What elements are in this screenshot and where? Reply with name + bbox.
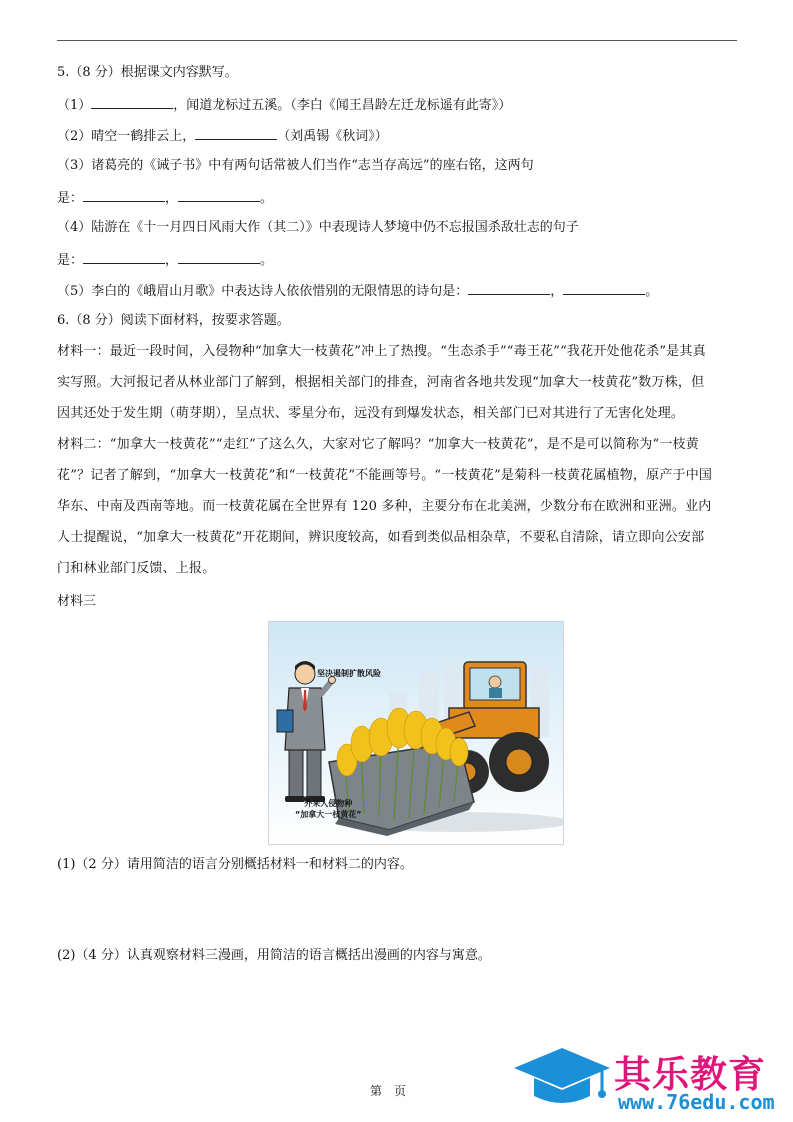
- q5-line-3b: [57, 188, 273, 208]
- q5-l4b-prefix: 是：: [57, 253, 84, 268]
- fill-blank-1[interactable]: [91, 95, 173, 109]
- q5-l2-prefix: （2）晴空一鹤排云上，: [57, 129, 196, 144]
- cartoon-caption-bottom-line-2: “加拿大一枝黄花”: [295, 810, 362, 819]
- fill-blank-3b[interactable]: [178, 188, 260, 202]
- fill-blank-3a[interactable]: [83, 188, 165, 202]
- material-1-line-3: 因其还处于发生期（萌芽期），呈点状、零星分布，远没有到爆发状态，相关部门已对其进行了无害化处理。: [57, 406, 685, 421]
- fill-blank-4a[interactable]: [83, 250, 165, 264]
- q5-l5-prefix: （5）李白的《峨眉山月歌》中表达诗人依依惜别的无限情思的诗句是：: [57, 284, 469, 299]
- material-3-label: 材料三: [57, 594, 97, 609]
- cartoon-caption-bottom: [295, 798, 362, 820]
- fill-blank-5b[interactable]: [563, 281, 645, 295]
- q5-l2-suffix: （刘禹锡《秋词》）: [277, 129, 388, 144]
- cartoon-image: [268, 621, 564, 845]
- material-2-line-5: 门和林业部门反馈、上报。: [57, 561, 216, 576]
- material-2-line-1: 材料二：“加拿大一枝黄花”“走红”了这么久，大家对它了解吗？“加拿大一枝黄花”，是不是可以简称为“一枝黄: [57, 437, 699, 452]
- logo-name: 其乐教育: [614, 1053, 766, 1096]
- fill-blank-5a[interactable]: [468, 281, 550, 295]
- q5-heading: 5.（8 分）根据课文内容默写。: [57, 65, 238, 80]
- material-1-line-1: 材料一：最近一段时间，入侵物种“加拿大一枝黄花”冲上了热搜。“生态杀手”“毒王花”“我花开处他花杀”是其真: [57, 344, 706, 359]
- fill-blank-2[interactable]: [195, 126, 277, 140]
- q6-sub-question-2: (2)（4 分）认真观察材料三漫画，用简洁的语言概括出漫画的内容与寓意。: [57, 948, 491, 963]
- q6-sub-question-1: (1)（2 分）请用简洁的语言分别概括材料一和材料二的内容。: [57, 857, 413, 872]
- q5-l1-suffix: ，闻道龙标过五溪。（李白《闻王昌龄左迁龙标遥有此寄》）: [173, 98, 512, 113]
- logo-url: www.76edu.com: [618, 1090, 775, 1114]
- cartoon-caption-bottom-line-1: 外来入侵物种: [304, 799, 353, 808]
- q5-line-3a: （3）诸葛亮的《诫子书》中有两句话常被人们当作“志当存高远”的座右铭，这两句: [57, 158, 534, 173]
- q5-line-2: [57, 126, 388, 146]
- q5-line-4a: （4）陆游在《十一月四日风雨大作（其二）》中表现诗人梦境中仍不忘报国杀敌壮志的句子: [57, 220, 579, 235]
- q6-heading: 6.（8 分）阅读下面材料，按要求答题。: [57, 313, 290, 328]
- period: 。: [260, 253, 274, 268]
- q5-l1-prefix: （1）: [57, 98, 92, 113]
- q5-line-4b: [57, 250, 273, 270]
- top-rule: [57, 40, 737, 41]
- period: 。: [260, 191, 274, 206]
- cartoon-caption-top: 坚决遏制扩散风险: [317, 669, 381, 678]
- comma: ，: [165, 191, 179, 206]
- page-footer: 第 页: [370, 1084, 407, 1098]
- material-2-line-2: 花”？记者了解到，“加拿大一枝黄花”和“一枝黄花”不能画等号。“一枝黄花”是菊科一枝黄花属植物，原产于中国: [57, 468, 713, 483]
- comma: ，: [550, 284, 564, 299]
- material-2-line-3: 华东、中南及西南等地。而一枝黄花属在全世界有 120 多种，主要分布在北美洲，少数分布在欧洲和亚洲。业内: [57, 499, 712, 514]
- logo-watermark: [510, 1040, 785, 1115]
- comma: ，: [165, 253, 179, 268]
- period: 。: [645, 284, 659, 299]
- q5-line-1: [57, 95, 511, 115]
- q5-l3b-prefix: 是：: [57, 191, 84, 206]
- graduation-cap-icon: [510, 1040, 614, 1110]
- material-1-line-2: 实写照。大河报记者从林业部门了解到，根据相关部门的排查，河南省各地共发现“加拿大一枝黄花”数万株，但: [57, 375, 705, 390]
- fill-blank-4b[interactable]: [178, 250, 260, 264]
- material-2-line-4: 人士提醒说，“加拿大一枝黄花”开花期间，辨识度较高，如看到类似品相杂草，不要私自清除，请立即向公安部: [57, 530, 705, 545]
- q5-line-5: [57, 281, 658, 301]
